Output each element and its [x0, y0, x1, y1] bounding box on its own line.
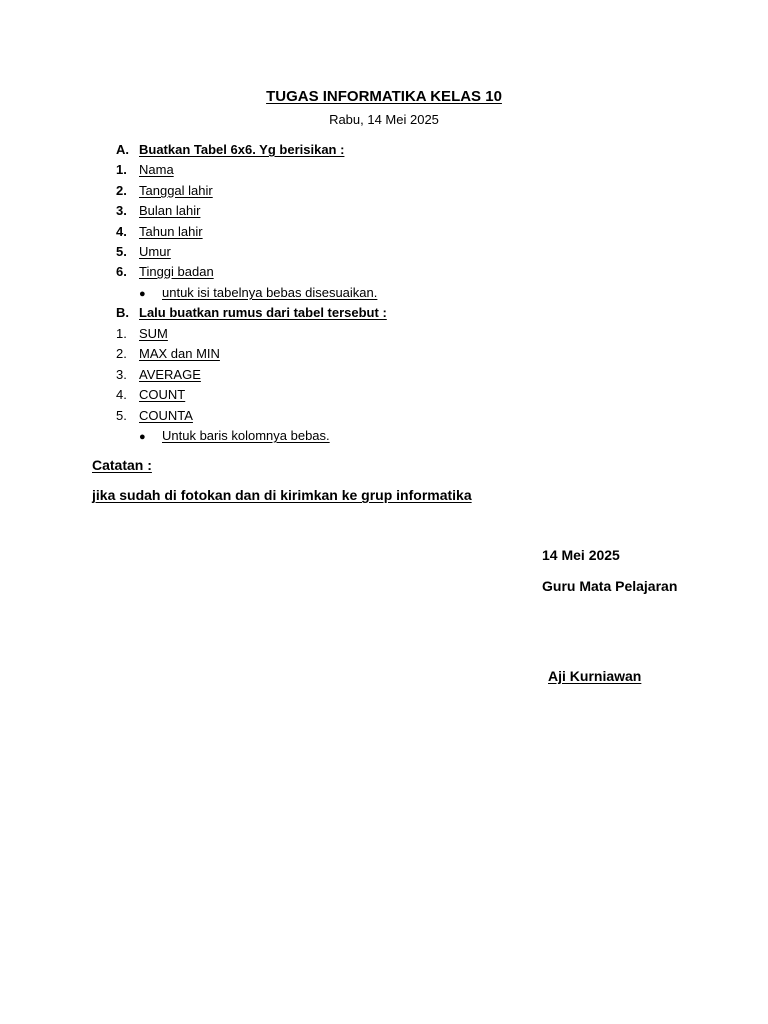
list-item	[116, 182, 213, 200]
list-item-label: SUM	[139, 326, 168, 341]
list-item	[116, 325, 168, 343]
list-item-marker: 5.	[116, 408, 127, 423]
section-b-bullet-text: Untuk baris kolomnya bebas.	[162, 428, 330, 443]
list-item-label: Tahun lahir	[139, 224, 203, 239]
list-item	[116, 243, 171, 261]
list-item-label: AVERAGE	[139, 367, 201, 382]
list-item-marker: 3.	[116, 203, 127, 218]
list-item	[116, 223, 203, 241]
signature-name: Aji Kurniawan	[548, 668, 642, 684]
note-text: jika sudah di fotokan dan di kirimkan ke grup informatika	[92, 487, 472, 503]
section-b-heading-text: Lalu buatkan rumus dari tabel tersebut :	[139, 305, 387, 320]
list-item	[116, 386, 185, 404]
list-item-marker: 6.	[116, 264, 127, 279]
section-a-marker: A.	[116, 142, 129, 157]
list-item-marker: 1.	[116, 162, 127, 177]
list-item-label: Bulan lahir	[139, 203, 201, 218]
signature-date: 14 Mei 2025	[542, 547, 620, 563]
section-b-heading	[116, 304, 387, 322]
list-item-label: MAX dan MIN	[139, 346, 220, 361]
list-item-marker: 4.	[116, 224, 127, 239]
bullet-icon: ●	[139, 288, 146, 300]
list-item	[116, 161, 174, 179]
list-item	[116, 407, 193, 425]
list-item	[116, 202, 200, 220]
list-item-marker: 3.	[116, 367, 127, 382]
list-item-label: COUNTA	[139, 408, 193, 423]
list-item-marker: 1.	[116, 326, 127, 341]
list-item	[116, 366, 201, 384]
note-label: Catatan :	[92, 457, 152, 473]
section-a-heading-text: Buatkan Tabel 6x6. Yg berisikan :	[139, 142, 345, 157]
list-item-label: Nama	[139, 162, 174, 177]
list-item	[116, 345, 220, 363]
section-b-marker: B.	[116, 305, 129, 320]
list-item-marker: 4.	[116, 387, 127, 402]
list-item-label: Tinggi badan	[139, 264, 214, 279]
list-item-label: COUNT	[139, 387, 186, 402]
list-item-label: Tanggal lahir	[139, 183, 213, 198]
bullet-icon: ●	[139, 431, 146, 443]
document-title: TUGAS INFORMATIKA KELAS 10	[266, 88, 502, 105]
list-item-marker: 2.	[116, 346, 127, 361]
signature-role: Guru Mata Pelajaran	[542, 578, 678, 594]
document-date: Rabu, 14 Mei 2025	[329, 112, 439, 127]
section-a-heading	[116, 141, 344, 159]
list-item-marker: 5.	[116, 244, 127, 259]
list-item-marker: 2.	[116, 183, 127, 198]
section-b-bullet	[139, 427, 330, 445]
list-item	[116, 263, 214, 281]
list-item-label: Umur	[139, 244, 171, 259]
section-a-bullet	[139, 284, 377, 302]
section-a-bullet-text: untuk isi tabelnya bebas disesuaikan.	[162, 285, 378, 300]
